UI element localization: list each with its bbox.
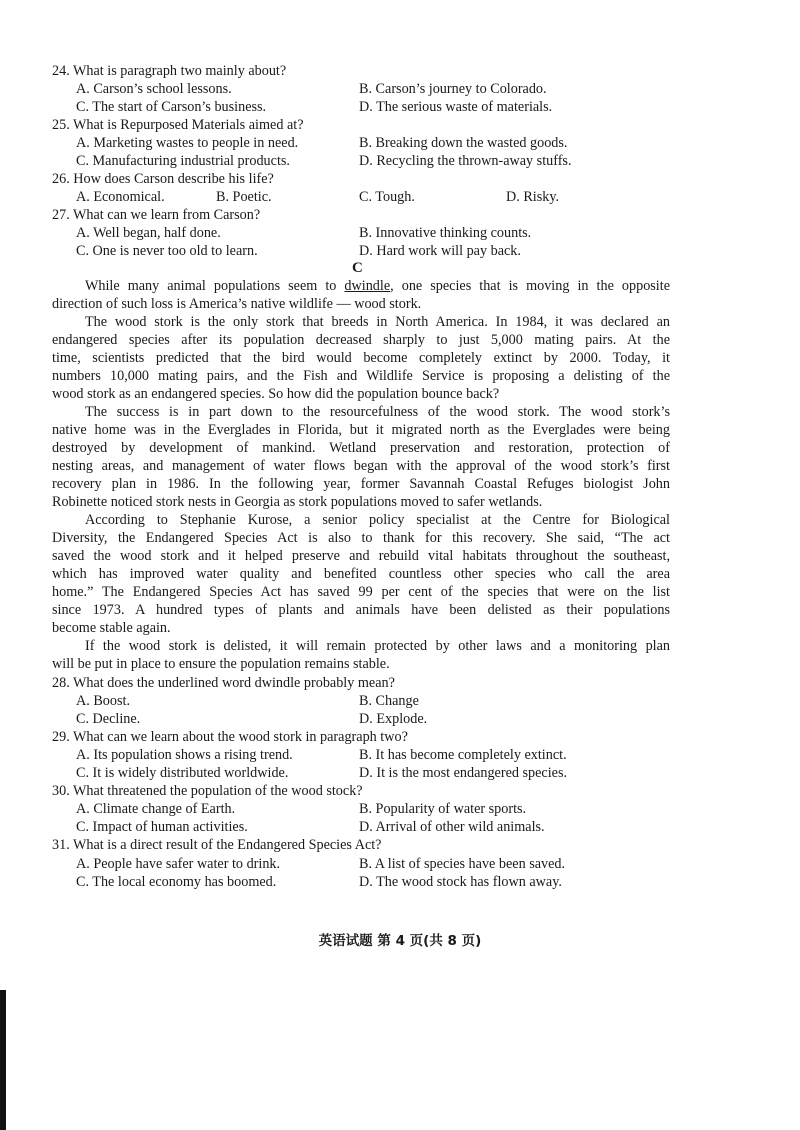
- passage-p3-line: nesting areas, and management of water flows began with the approval of the wood stork’s first: [52, 458, 670, 474]
- passage-p4-line: become stable again.: [52, 620, 171, 636]
- question-25-option-d: D. Recycling the thrown-away stuffs.: [359, 153, 572, 169]
- passage-p3-line: Robinette noticed stork nests in Georgia as stork populations moved to safer wetlands.: [52, 494, 543, 510]
- passage-p4-line: home.” The Endangered Species Act has saved 99 per cent of the species that were on the list: [52, 584, 670, 600]
- question-28-option-d: D. Explode.: [359, 711, 428, 727]
- question-29-option-b: B. It has become completely extinct.: [359, 747, 567, 763]
- passage-p3-line: The success is in part down to the resourcefulness of the wood stork. The wood stork’s: [85, 404, 670, 420]
- passage-p2-line: wood stork as an endangered species. So how did the population bounce back?: [52, 386, 500, 402]
- question-28-stem: 28. What does the underlined word dwindle probably mean?: [52, 675, 395, 691]
- passage-p4-line: According to Stephanie Kurose, a senior policy specialist at the Centre for Biological: [85, 512, 670, 528]
- passage-p1-line-1: While many animal populations seem to dwindle, one species that is moving in the opposite: [85, 278, 670, 294]
- question-29-stem: 29. What can we learn about the wood stork in paragraph two?: [52, 729, 408, 745]
- question-27-stem: 27. What can we learn from Carson?: [52, 207, 261, 223]
- passage-p4-line: Diversity, the Endangered Species Act is also to thank for this recovery. She said, “The act: [52, 530, 670, 546]
- page-footer: 英语试题 第 4 页(共 8 页): [318, 933, 482, 949]
- passage-p5-line: If the wood stork is delisted, it will remain protected by other laws and a monitoring plan: [85, 638, 670, 654]
- question-30-stem: 30. What threatened the population of the wood stock?: [52, 783, 363, 799]
- question-31-option-c: C. The local economy has boomed.: [76, 874, 277, 890]
- question-25-option-c: C. Manufacturing industrial products.: [76, 153, 290, 169]
- scan-edge-mark: [0, 990, 6, 1130]
- question-28-option-c: C. Decline.: [76, 711, 141, 727]
- question-30-option-c: C. Impact of human activities.: [76, 819, 248, 835]
- question-26-option-c: C. Tough.: [359, 189, 415, 205]
- question-26-option-d: D. Risky.: [506, 189, 560, 205]
- passage-p5-line: will be put in place to ensure the population remains stable.: [52, 656, 390, 672]
- question-29-option-a: A. Its population shows a rising trend.: [76, 747, 293, 763]
- passage-p2-line: numbers 10,000 mating pairs, and the Fish and Wildlife Service is proposing a delisting of the: [52, 368, 670, 384]
- question-29-option-d: D. It is the most endangered species.: [359, 765, 568, 781]
- passage-p2-line: The wood stork is the only stork that breeds in North America. In 1984, it was declared an: [85, 314, 670, 330]
- passage-p4-line: since 1973. A hundred types of plants and animals have been delisted as their populations: [52, 602, 670, 618]
- question-25-option-a: A. Marketing wastes to people in need.: [76, 135, 299, 151]
- section-c-heading: C: [352, 260, 363, 276]
- passage-p3-line: recovery plan in 1986. In the following year, former Savannah Coastal Refuges biologist John: [52, 476, 670, 492]
- question-26-option-b: B. Poetic.: [216, 189, 272, 205]
- question-26-stem: 26. How does Carson describe his life?: [52, 171, 274, 187]
- question-24-option-a: A. Carson’s school lessons.: [76, 81, 232, 97]
- question-31-option-d: D. The wood stock has flown away.: [359, 874, 562, 890]
- question-25-stem: 25. What is Repurposed Materials aimed at?: [52, 117, 304, 133]
- passage-p2-line: endangered species after its population decreased sharply to just 5,000 mating pairs. At the: [52, 332, 670, 348]
- passage-p2-line: time, scientists predicted that the bird would become completely extinct by 2000. Today, it: [52, 350, 670, 366]
- question-24-option-d: D. The serious waste of materials.: [359, 99, 553, 115]
- question-24-option-b: B. Carson’s journey to Colorado.: [359, 81, 547, 97]
- question-24-option-c: C. The start of Carson’s business.: [76, 99, 267, 115]
- question-31-option-b: B. A list of species have been saved.: [359, 856, 566, 872]
- question-25-option-b: B. Breaking down the wasted goods.: [359, 135, 568, 151]
- question-30-option-a: A. Climate change of Earth.: [76, 801, 236, 817]
- question-27-option-a: A. Well began, half done.: [76, 225, 221, 241]
- passage-p4-line: saved the wood stork and it helped preserve and rebuild vital habitats throughout the southeast,: [52, 548, 670, 564]
- question-27-option-c: C. One is never too old to learn.: [76, 243, 258, 259]
- question-28-option-b: B. Change: [359, 693, 419, 709]
- question-28-option-a: A. Boost.: [76, 693, 130, 709]
- passage-p3-line: destroyed by development of mankind. Wetland preservation and restoration, protection of: [52, 440, 670, 456]
- question-29-option-c: C. It is widely distributed worldwide.: [76, 765, 289, 781]
- question-31-option-a: A. People have safer water to drink.: [76, 856, 281, 872]
- question-31-stem: 31. What is a direct result of the Endangered Species Act?: [52, 837, 382, 853]
- question-26-option-a: A. Economical.: [76, 189, 165, 205]
- question-30-option-d: D. Arrival of other wild animals.: [359, 819, 545, 835]
- passage-p1-line-2: direction of such loss is America’s native wildlife — wood stork.: [52, 296, 422, 312]
- question-30-option-b: B. Popularity of water sports.: [359, 801, 527, 817]
- passage-p3-line: native home was in the Everglades in Florida, but it migrated north as the Everglades were being: [52, 422, 670, 438]
- passage-p4-line: which has improved water quality and benefited countless other species who call the area: [52, 566, 670, 582]
- question-27-option-d: D. Hard work will pay back.: [359, 243, 521, 259]
- question-24-stem: 24. What is paragraph two mainly about?: [52, 63, 287, 79]
- underlined-word-dwindle: dwindle: [344, 278, 391, 294]
- question-27-option-b: B. Innovative thinking counts.: [359, 225, 532, 241]
